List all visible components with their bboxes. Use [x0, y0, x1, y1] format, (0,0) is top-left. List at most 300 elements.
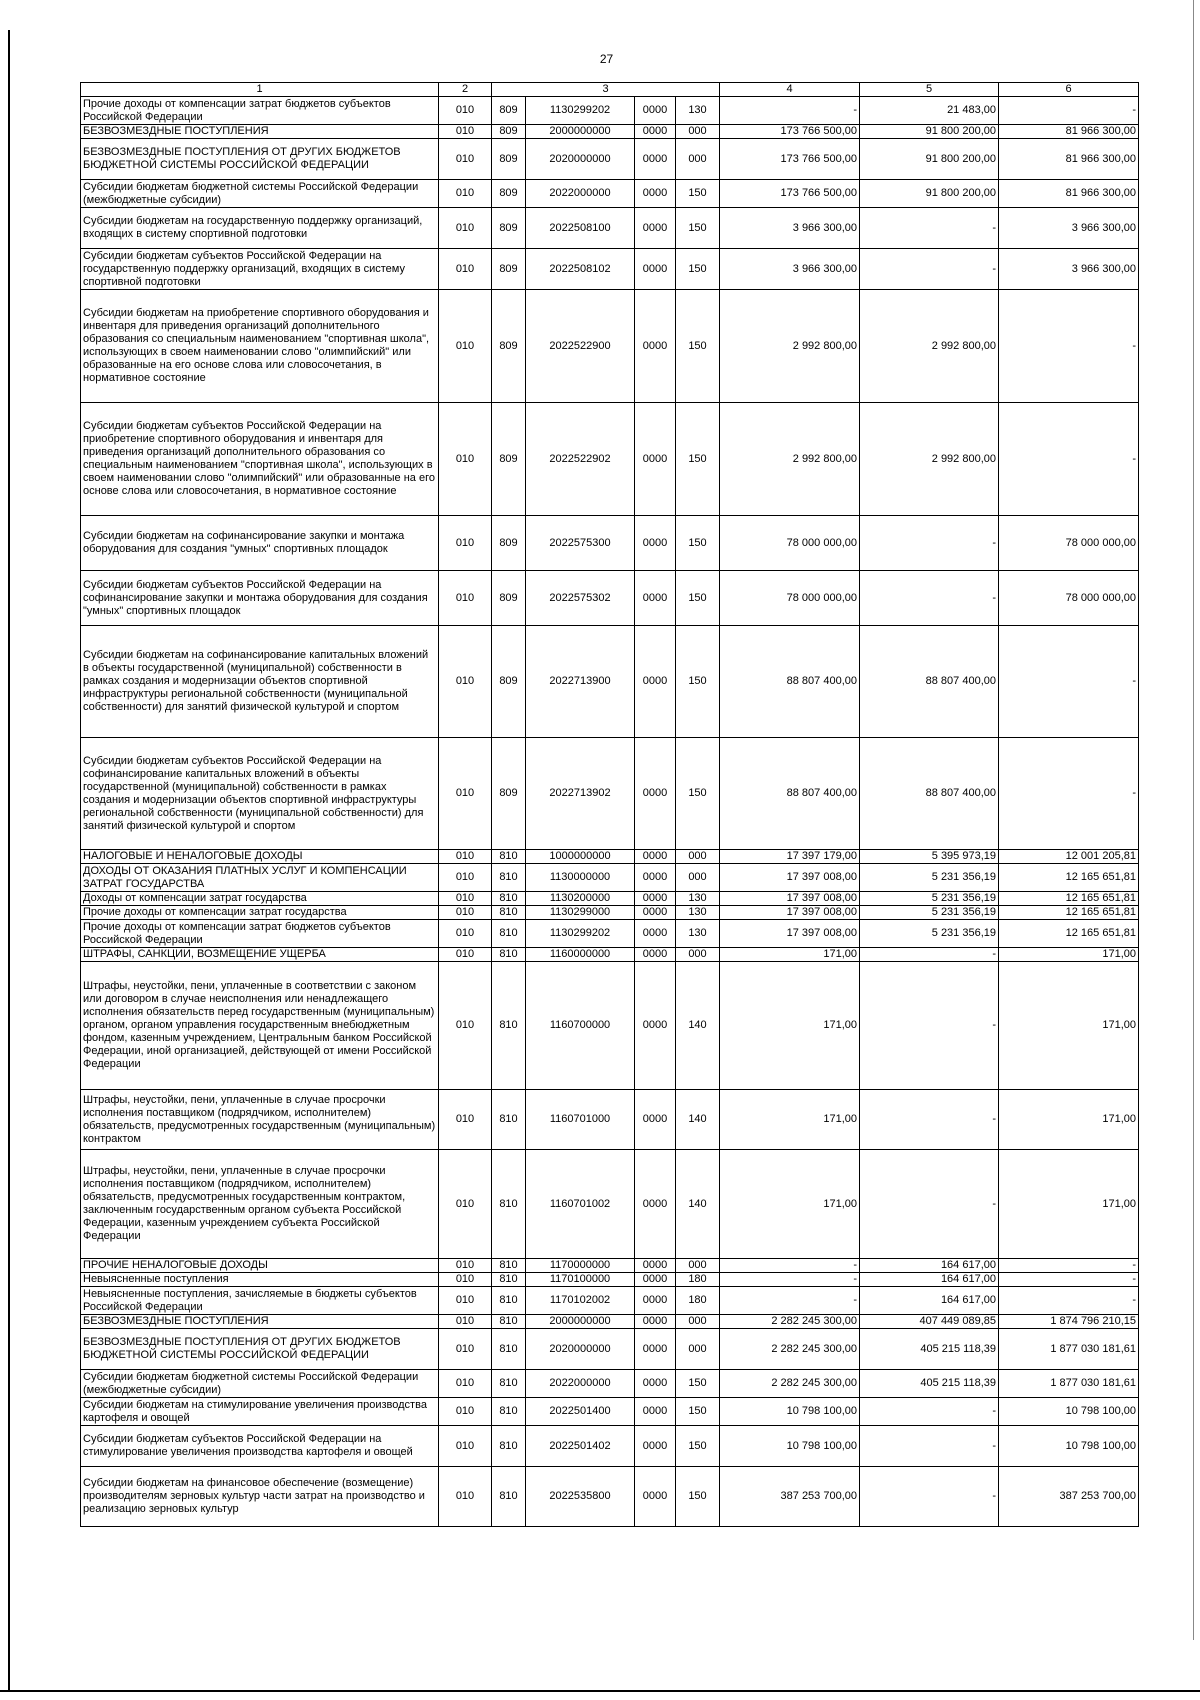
- row-name: Субсидии бюджетам субъектов Российской Федерации на приобретение спортивного оборудования и инвентаря для приведения организаций дополнительного образования со специальным наименованием "спортивная школа", использующих в своем наименовании слово "олимпийский" или образованные на его основе слова или словосочетания, в нормативное состояние: [81, 403, 439, 516]
- row-name: БЕЗВОЗМЕЗДНЫЕ ПОСТУПЛЕНИЯ ОТ ДРУГИХ БЮДЖЕТОВ БЮДЖЕТНОЙ СИСТЕМЫ РОССИЙСКОЙ ФЕДЕРАЦИИ: [81, 139, 439, 180]
- row-col2-code: 010: [439, 180, 492, 208]
- row-code-program: 0000: [635, 1329, 676, 1370]
- header-col-4: 4: [720, 83, 860, 97]
- row-name: Субсидии бюджетам на государственную поддержку организаций, входящих в систему спортивной подготовки: [81, 208, 439, 249]
- row-code-revenue: 2022575300: [526, 516, 635, 571]
- row-code-revenue: 2022713902: [526, 738, 635, 850]
- row-value-col4: -: [720, 1287, 860, 1315]
- row-col2-code: 010: [439, 249, 492, 290]
- row-value-col5: 88 807 400,00: [860, 626, 999, 738]
- table-row: [81, 290, 1139, 403]
- row-value-col6: 12 165 651,81: [999, 920, 1139, 948]
- row-value-col6: 81 966 300,00: [999, 139, 1139, 180]
- row-code-kosgu: 000: [676, 139, 720, 180]
- row-code-program: 0000: [635, 208, 676, 249]
- row-value-col6: 81 966 300,00: [999, 125, 1139, 139]
- header-col-1: 1: [81, 83, 439, 97]
- table-row: [81, 948, 1139, 962]
- row-code-kosgu: 000: [676, 1259, 720, 1273]
- row-code-admin: 810: [492, 948, 526, 962]
- row-code-revenue: 2022508102: [526, 249, 635, 290]
- row-value-col4: -: [720, 1273, 860, 1287]
- table-row: [81, 1329, 1139, 1370]
- table-row: [81, 139, 1139, 180]
- row-code-program: 0000: [635, 1287, 676, 1315]
- row-value-col4: 3 966 300,00: [720, 208, 860, 249]
- row-code-revenue: 1170000000: [526, 1259, 635, 1273]
- row-value-col5: 164 617,00: [860, 1273, 999, 1287]
- row-name: Субсидии бюджетам на софинансирование капитальных вложений в объекты государственной (муниципальной) собственности в рамках создания и модернизации объектов спортивной инфраструктуры региональной собственности (муниципальной собственности) для занятий физической культурой и спортом: [81, 626, 439, 738]
- row-value-col5: -: [860, 1398, 999, 1426]
- row-code-program: 0000: [635, 626, 676, 738]
- row-code-revenue: 2020000000: [526, 139, 635, 180]
- row-code-admin: 809: [492, 516, 526, 571]
- row-value-col4: 171,00: [720, 962, 860, 1090]
- row-name: Прочие доходы от компенсации затрат бюджетов субъектов Российской Федерации: [81, 97, 439, 125]
- row-code-kosgu: 150: [676, 403, 720, 516]
- row-name: Субсидии бюджетам на стимулирование увеличения производства картофеля и овощей: [81, 1398, 439, 1426]
- table-row: [81, 208, 1139, 249]
- revenue-table: [80, 82, 1139, 1527]
- row-name: Невыясненные поступления, зачисляемые в бюджеты субъектов Российской Федерации: [81, 1287, 439, 1315]
- row-value-col4: 171,00: [720, 1150, 860, 1259]
- row-value-col6: 171,00: [999, 962, 1139, 1090]
- row-code-kosgu: 150: [676, 290, 720, 403]
- row-value-col5: 405 215 118,39: [860, 1329, 999, 1370]
- row-name: БЕЗВОЗМЕЗДНЫЕ ПОСТУПЛЕНИЯ ОТ ДРУГИХ БЮДЖЕТОВ БЮДЖЕТНОЙ СИСТЕМЫ РОССИЙСКОЙ ФЕДЕРАЦИИ: [81, 1329, 439, 1370]
- row-value-col5: 5 231 356,19: [860, 892, 999, 906]
- table-row: [81, 738, 1139, 850]
- row-value-col4: -: [720, 97, 860, 125]
- row-code-program: 0000: [635, 1150, 676, 1259]
- row-code-revenue: 2022000000: [526, 1370, 635, 1398]
- row-code-revenue: 1160000000: [526, 948, 635, 962]
- header-row: [81, 83, 1139, 97]
- row-code-revenue: 1000000000: [526, 850, 635, 864]
- row-col2-code: 010: [439, 738, 492, 850]
- row-code-program: 0000: [635, 97, 676, 125]
- row-code-admin: 810: [492, 864, 526, 892]
- row-code-program: 0000: [635, 290, 676, 403]
- row-code-kosgu: 150: [676, 626, 720, 738]
- row-value-col6: 1 877 030 181,61: [999, 1370, 1139, 1398]
- row-code-admin: 809: [492, 125, 526, 139]
- row-code-kosgu: 000: [676, 1329, 720, 1370]
- row-col2-code: 010: [439, 403, 492, 516]
- row-value-col6: -: [999, 1259, 1139, 1273]
- row-code-program: 0000: [635, 1370, 676, 1398]
- row-col2-code: 010: [439, 906, 492, 920]
- row-name: Субсидии бюджетам субъектов Российской Федерации на стимулирование увеличения производства картофеля и овощей: [81, 1426, 439, 1467]
- row-value-col5: -: [860, 516, 999, 571]
- row-code-kosgu: 130: [676, 97, 720, 125]
- header-col-6: 6: [999, 83, 1139, 97]
- row-value-col4: 173 766 500,00: [720, 139, 860, 180]
- row-col2-code: 010: [439, 1090, 492, 1150]
- row-col2-code: 010: [439, 1259, 492, 1273]
- row-value-col6: 78 000 000,00: [999, 516, 1139, 571]
- row-value-col6: 12 165 651,81: [999, 906, 1139, 920]
- row-code-revenue: 2022501400: [526, 1398, 635, 1426]
- table-row: [81, 1370, 1139, 1398]
- row-code-admin: 810: [492, 892, 526, 906]
- row-code-admin: 809: [492, 180, 526, 208]
- row-code-kosgu: 000: [676, 1315, 720, 1329]
- row-code-kosgu: 140: [676, 1090, 720, 1150]
- row-code-kosgu: 180: [676, 1287, 720, 1315]
- row-value-col5: 164 617,00: [860, 1287, 999, 1315]
- row-value-col6: -: [999, 626, 1139, 738]
- row-code-revenue: 2022508100: [526, 208, 635, 249]
- row-code-admin: 810: [492, 1398, 526, 1426]
- row-name: Субсидии бюджетам бюджетной системы Российской Федерации (межбюджетные субсидии): [81, 180, 439, 208]
- row-value-col6: 12 001 205,81: [999, 850, 1139, 864]
- row-value-col4: 2 282 245 300,00: [720, 1329, 860, 1370]
- row-code-kosgu: 140: [676, 1150, 720, 1259]
- table-row: [81, 1467, 1139, 1527]
- table-row: [81, 1090, 1139, 1150]
- row-col2-code: 010: [439, 208, 492, 249]
- row-code-program: 0000: [635, 1259, 676, 1273]
- row-code-admin: 810: [492, 1467, 526, 1527]
- row-value-col4: 17 397 179,00: [720, 850, 860, 864]
- row-name: Доходы от компенсации затрат государства: [81, 892, 439, 906]
- table-row: [81, 1273, 1139, 1287]
- row-code-kosgu: 150: [676, 571, 720, 626]
- row-code-kosgu: 000: [676, 864, 720, 892]
- row-code-revenue: 1170102002: [526, 1287, 635, 1315]
- row-code-revenue: 2022522900: [526, 290, 635, 403]
- row-code-program: 0000: [635, 1467, 676, 1527]
- row-code-admin: 810: [492, 1287, 526, 1315]
- row-value-col5: 21 483,00: [860, 97, 999, 125]
- row-code-admin: 810: [492, 962, 526, 1090]
- row-value-col4: 2 992 800,00: [720, 290, 860, 403]
- row-name: Прочие доходы от компенсации затрат бюджетов субъектов Российской Федерации: [81, 920, 439, 948]
- table-row: [81, 403, 1139, 516]
- row-value-col5: 405 215 118,39: [860, 1370, 999, 1398]
- scan-left-border: [8, 30, 10, 1690]
- scan-right-border: [1193, 0, 1194, 1640]
- row-value-col5: -: [860, 571, 999, 626]
- row-name: Штрафы, неустойки, пени, уплаченные в случае просрочки исполнения поставщиком (подрядчиком, исполнителем) обязательств, предусмотренных государственным (муниципальным) контрактом: [81, 1090, 439, 1150]
- row-value-col6: 12 165 651,81: [999, 864, 1139, 892]
- row-code-admin: 809: [492, 97, 526, 125]
- row-code-kosgu: 150: [676, 516, 720, 571]
- row-code-admin: 810: [492, 1370, 526, 1398]
- row-value-col5: 2 992 800,00: [860, 290, 999, 403]
- table-row: [81, 1150, 1139, 1259]
- row-code-admin: 810: [492, 1426, 526, 1467]
- row-code-admin: 810: [492, 850, 526, 864]
- row-code-program: 0000: [635, 403, 676, 516]
- row-code-kosgu: 150: [676, 208, 720, 249]
- header-col-2: 2: [439, 83, 492, 97]
- row-code-admin: 809: [492, 290, 526, 403]
- row-col2-code: 010: [439, 1426, 492, 1467]
- row-value-col5: 5 395 973,19: [860, 850, 999, 864]
- row-name: Субсидии бюджетам на софинансирование закупки и монтажа оборудования для создания "умных" спортивных площадок: [81, 516, 439, 571]
- row-value-col6: 1 877 030 181,61: [999, 1329, 1139, 1370]
- table-row: [81, 1426, 1139, 1467]
- row-value-col6: 1 874 796 210,15: [999, 1315, 1139, 1329]
- row-code-admin: 809: [492, 208, 526, 249]
- row-value-col4: 88 807 400,00: [720, 626, 860, 738]
- table-row: [81, 864, 1139, 892]
- row-code-program: 0000: [635, 1426, 676, 1467]
- row-value-col4: 17 397 008,00: [720, 864, 860, 892]
- row-value-col6: -: [999, 97, 1139, 125]
- row-value-col6: -: [999, 1273, 1139, 1287]
- row-code-kosgu: 150: [676, 1467, 720, 1527]
- row-value-col5: 5 231 356,19: [860, 920, 999, 948]
- row-code-program: 0000: [635, 516, 676, 571]
- row-col2-code: 010: [439, 948, 492, 962]
- table-row: [81, 1315, 1139, 1329]
- row-code-program: 0000: [635, 920, 676, 948]
- row-value-col5: -: [860, 1426, 999, 1467]
- row-code-revenue: 2020000000: [526, 1329, 635, 1370]
- row-value-col6: 78 000 000,00: [999, 571, 1139, 626]
- row-value-col4: 78 000 000,00: [720, 571, 860, 626]
- row-code-program: 0000: [635, 892, 676, 906]
- table-row: [81, 906, 1139, 920]
- row-code-admin: 809: [492, 403, 526, 516]
- row-code-program: 0000: [635, 1273, 676, 1287]
- row-col2-code: 010: [439, 1398, 492, 1426]
- row-code-revenue: 2000000000: [526, 125, 635, 139]
- row-value-col4: 173 766 500,00: [720, 180, 860, 208]
- scan-bottom-border: [0, 1690, 1200, 1692]
- row-value-col6: -: [999, 403, 1139, 516]
- row-code-revenue: 2022575302: [526, 571, 635, 626]
- row-code-program: 0000: [635, 962, 676, 1090]
- row-value-col6: 3 966 300,00: [999, 249, 1139, 290]
- table-row: [81, 850, 1139, 864]
- row-value-col6: 171,00: [999, 1150, 1139, 1259]
- row-col2-code: 010: [439, 962, 492, 1090]
- row-code-kosgu: 000: [676, 125, 720, 139]
- row-name: БЕЗВОЗМЕЗДНЫЕ ПОСТУПЛЕНИЯ: [81, 1315, 439, 1329]
- table-row: [81, 180, 1139, 208]
- row-value-col4: 171,00: [720, 948, 860, 962]
- row-code-program: 0000: [635, 180, 676, 208]
- row-col2-code: 010: [439, 290, 492, 403]
- row-name: Субсидии бюджетам на приобретение спортивного оборудования и инвентаря для приведения организаций дополнительного образования со специальным наименованием "спортивная школа", использующих в своем наименовании слово "олимпийский" или образованные на его основе слова или словосочетания, в нормативное состояние: [81, 290, 439, 403]
- row-value-col5: 91 800 200,00: [860, 180, 999, 208]
- row-value-col4: 2 282 245 300,00: [720, 1370, 860, 1398]
- row-name: Субсидии бюджетам субъектов Российской Федерации на софинансирование закупки и монтажа оборудования для создания "умных" спортивных площадок: [81, 571, 439, 626]
- row-col2-code: 010: [439, 1329, 492, 1370]
- row-name: ДОХОДЫ ОТ ОКАЗАНИЯ ПЛАТНЫХ УСЛУГ И КОМПЕНСАЦИИ ЗАТРАТ ГОСУДАРСТВА: [81, 864, 439, 892]
- row-col2-code: 010: [439, 125, 492, 139]
- row-name: Субсидии бюджетам бюджетной системы Российской Федерации (межбюджетные субсидии): [81, 1370, 439, 1398]
- table-row: [81, 920, 1139, 948]
- row-code-revenue: 2022000000: [526, 180, 635, 208]
- table-row: [81, 1398, 1139, 1426]
- row-value-col4: 10 798 100,00: [720, 1398, 860, 1426]
- row-code-revenue: 1130299202: [526, 97, 635, 125]
- row-code-program: 0000: [635, 1090, 676, 1150]
- row-code-revenue: 1160701000: [526, 1090, 635, 1150]
- row-code-revenue: 1130200000: [526, 892, 635, 906]
- row-code-admin: 810: [492, 1315, 526, 1329]
- row-col2-code: 010: [439, 571, 492, 626]
- row-col2-code: 010: [439, 1287, 492, 1315]
- row-code-admin: 810: [492, 1090, 526, 1150]
- row-value-col5: -: [860, 1467, 999, 1527]
- row-col2-code: 010: [439, 920, 492, 948]
- row-code-program: 0000: [635, 571, 676, 626]
- row-code-admin: 810: [492, 1329, 526, 1370]
- row-code-kosgu: 150: [676, 180, 720, 208]
- row-value-col5: -: [860, 249, 999, 290]
- row-value-col6: -: [999, 290, 1139, 403]
- row-value-col4: 78 000 000,00: [720, 516, 860, 571]
- row-col2-code: 010: [439, 97, 492, 125]
- row-name: Субсидии бюджетам субъектов Российской Федерации на софинансирование капитальных вложений в объекты государственной (муниципальной) собственности в рамках создания и модернизации объектов спортивной инфраструктуры региональной собственности (муниципальной собственности) для занятий физической культурой и спортом: [81, 738, 439, 850]
- row-name: Штрафы, неустойки, пени, уплаченные в случае просрочки исполнения поставщиком (подрядчиком, исполнителем) обязательств, предусмотренных государственным контрактом, заключенным государственным органом субъекта Российской Федерации, казенным учреждением субъекта Российской Федерации: [81, 1150, 439, 1259]
- row-name: Невыясненные поступления: [81, 1273, 439, 1287]
- row-value-col5: 5 231 356,19: [860, 864, 999, 892]
- row-code-admin: 809: [492, 249, 526, 290]
- row-code-kosgu: 000: [676, 948, 720, 962]
- row-code-kosgu: 130: [676, 906, 720, 920]
- row-col2-code: 010: [439, 892, 492, 906]
- row-name: ШТРАФЫ, САНКЦИИ, ВОЗМЕЩЕНИЕ УЩЕРБА: [81, 948, 439, 962]
- row-code-kosgu: 000: [676, 850, 720, 864]
- row-name: ПРОЧИЕ НЕНАЛОГОВЫЕ ДОХОДЫ: [81, 1259, 439, 1273]
- row-col2-code: 010: [439, 139, 492, 180]
- row-value-col4: 3 966 300,00: [720, 249, 860, 290]
- row-value-col4: 17 397 008,00: [720, 920, 860, 948]
- row-name: Субсидии бюджетам на финансовое обеспечение (возмещение) производителям зерновых культур части затрат на производство и реализацию зерновых культур: [81, 1467, 439, 1527]
- row-code-admin: 810: [492, 1150, 526, 1259]
- row-code-program: 0000: [635, 864, 676, 892]
- row-code-program: 0000: [635, 249, 676, 290]
- row-value-col5: -: [860, 962, 999, 1090]
- row-code-admin: 809: [492, 738, 526, 850]
- row-code-kosgu: 180: [676, 1273, 720, 1287]
- table-row: [81, 516, 1139, 571]
- row-code-revenue: 1160700000: [526, 962, 635, 1090]
- row-code-program: 0000: [635, 850, 676, 864]
- row-code-kosgu: 150: [676, 1370, 720, 1398]
- row-code-admin: 810: [492, 1273, 526, 1287]
- row-code-admin: 809: [492, 139, 526, 180]
- row-value-col6: 387 253 700,00: [999, 1467, 1139, 1527]
- row-code-kosgu: 150: [676, 1426, 720, 1467]
- row-col2-code: 010: [439, 1370, 492, 1398]
- row-value-col5: -: [860, 948, 999, 962]
- table-row: [81, 1259, 1139, 1273]
- row-code-program: 0000: [635, 906, 676, 920]
- table-row: [81, 892, 1139, 906]
- row-value-col4: 17 397 008,00: [720, 906, 860, 920]
- row-value-col4: 2 282 245 300,00: [720, 1315, 860, 1329]
- row-value-col4: 17 397 008,00: [720, 892, 860, 906]
- row-value-col4: 88 807 400,00: [720, 738, 860, 850]
- row-value-col5: -: [860, 1150, 999, 1259]
- row-code-kosgu: 130: [676, 920, 720, 948]
- row-col2-code: 010: [439, 626, 492, 738]
- table-row: [81, 1287, 1139, 1315]
- row-code-kosgu: 150: [676, 249, 720, 290]
- row-code-revenue: 2022535800: [526, 1467, 635, 1527]
- row-code-admin: 810: [492, 1259, 526, 1273]
- row-value-col6: 3 966 300,00: [999, 208, 1139, 249]
- row-name: Прочие доходы от компенсации затрат государства: [81, 906, 439, 920]
- table-row: [81, 571, 1139, 626]
- row-value-col5: 5 231 356,19: [860, 906, 999, 920]
- row-col2-code: 010: [439, 1467, 492, 1527]
- row-name: БЕЗВОЗМЕЗДНЫЕ ПОСТУПЛЕНИЯ: [81, 125, 439, 139]
- row-code-revenue: 1170100000: [526, 1273, 635, 1287]
- row-col2-code: 010: [439, 1150, 492, 1259]
- row-code-revenue: 1160701002: [526, 1150, 635, 1259]
- row-code-admin: 810: [492, 906, 526, 920]
- row-value-col6: 10 798 100,00: [999, 1398, 1139, 1426]
- table-body: [81, 97, 1139, 1527]
- row-value-col6: 12 165 651,81: [999, 892, 1139, 906]
- row-code-revenue: 2022522902: [526, 403, 635, 516]
- row-value-col5: 164 617,00: [860, 1259, 999, 1273]
- row-col2-code: 010: [439, 864, 492, 892]
- row-value-col6: 81 966 300,00: [999, 180, 1139, 208]
- row-name: Штрафы, неустойки, пени, уплаченные в соответствии с законом или договором в случае неисполнения или ненадлежащего исполнения обязательств перед государственным (муниципальным) органом, органом управления государственным внебюджетным фондом, казенным учреждением, Центральным банком Российской Федерации, иной организацией, действующей от имени Российской Федерации: [81, 962, 439, 1090]
- row-value-col4: 10 798 100,00: [720, 1426, 860, 1467]
- row-name: НАЛОГОВЫЕ И НЕНАЛОГОВЫЕ ДОХОДЫ: [81, 850, 439, 864]
- row-value-col5: 88 807 400,00: [860, 738, 999, 850]
- row-value-col6: 171,00: [999, 1090, 1139, 1150]
- row-value-col4: -: [720, 1259, 860, 1273]
- row-code-program: 0000: [635, 1315, 676, 1329]
- row-code-revenue: 2022501402: [526, 1426, 635, 1467]
- row-code-kosgu: 150: [676, 738, 720, 850]
- row-col2-code: 010: [439, 1315, 492, 1329]
- row-value-col5: 91 800 200,00: [860, 125, 999, 139]
- row-code-revenue: 2022713900: [526, 626, 635, 738]
- row-value-col5: 2 992 800,00: [860, 403, 999, 516]
- row-value-col5: 91 800 200,00: [860, 139, 999, 180]
- row-value-col6: 10 798 100,00: [999, 1426, 1139, 1467]
- row-value-col6: -: [999, 738, 1139, 850]
- row-code-revenue: 2000000000: [526, 1315, 635, 1329]
- row-code-kosgu: 140: [676, 962, 720, 1090]
- row-value-col4: 173 766 500,00: [720, 125, 860, 139]
- table-row: [81, 97, 1139, 125]
- row-value-col5: -: [860, 1090, 999, 1150]
- row-name: Субсидии бюджетам субъектов Российской Федерации на государственную поддержку организаций, входящих в систему спортивной подготовки: [81, 249, 439, 290]
- table-row: [81, 962, 1139, 1090]
- row-code-admin: 810: [492, 920, 526, 948]
- row-value-col5: -: [860, 208, 999, 249]
- row-col2-code: 010: [439, 516, 492, 571]
- row-code-revenue: 1130000000: [526, 864, 635, 892]
- row-value-col6: 171,00: [999, 948, 1139, 962]
- table-row: [81, 249, 1139, 290]
- row-value-col4: 2 992 800,00: [720, 403, 860, 516]
- row-code-kosgu: 150: [676, 1398, 720, 1426]
- row-value-col6: -: [999, 1287, 1139, 1315]
- row-value-col4: 387 253 700,00: [720, 1467, 860, 1527]
- row-code-admin: 809: [492, 571, 526, 626]
- row-code-program: 0000: [635, 139, 676, 180]
- header-col-5: 5: [860, 83, 999, 97]
- row-code-program: 0000: [635, 738, 676, 850]
- row-value-col4: 171,00: [720, 1090, 860, 1150]
- row-code-admin: 809: [492, 626, 526, 738]
